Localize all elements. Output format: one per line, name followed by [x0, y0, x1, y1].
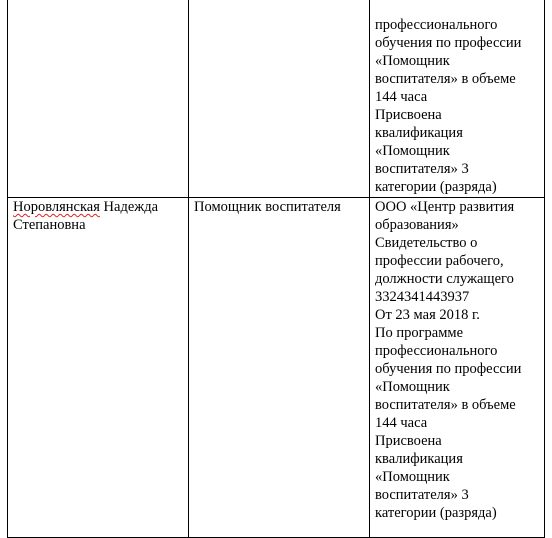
table-row [8, 0, 545, 198]
education-line: ООО «Центр развития [375, 199, 515, 215]
education-line: воспитателя» в объеме [375, 397, 516, 413]
education-line: От 23 мая 2018 г. [375, 307, 480, 323]
position-cell [189, 198, 370, 538]
education-line: Присвоена [375, 433, 442, 449]
education-line: воспитателя» 3 [375, 487, 469, 503]
education-line: профессионального [375, 343, 498, 359]
education-line: квалификация [375, 451, 463, 467]
table-row [8, 198, 545, 538]
education-line: обучения по профессии [375, 35, 522, 51]
education-line: образования» [375, 217, 459, 233]
education-line: Свидетельство о [375, 235, 478, 251]
education-line: воспитателя» 3 [375, 161, 469, 177]
education-line: обучения по профессии [375, 361, 522, 377]
name-text [8, 0, 188, 16]
education-line: категории (разряда) [375, 505, 497, 521]
education-line: профессии рабочего, [375, 253, 504, 269]
education-line: категории (разряда) [375, 179, 497, 195]
education-line: 3324341443937 [375, 289, 470, 305]
education-line: 144 часа [375, 89, 428, 105]
education-line: «Помощник [375, 469, 450, 485]
education-line: «Помощник [375, 379, 450, 395]
name-cell [8, 198, 189, 538]
employee-name [8, 198, 188, 234]
staff-table [7, 0, 545, 538]
education-line: «Помощник [375, 53, 450, 69]
position-text [189, 0, 369, 16]
position-cell [189, 0, 370, 198]
name-cell [8, 0, 189, 198]
education-line: Присвоена [375, 107, 442, 123]
education-lines [370, 0, 544, 196]
education-line: воспитателя» в объеме [375, 71, 516, 87]
position-text: Помощник воспитателя [194, 199, 341, 215]
education-line: «Помощник [375, 143, 450, 159]
education-line: должности служащего [375, 271, 514, 287]
education-cell [370, 0, 545, 198]
education-line: По программе [375, 325, 464, 341]
education-line: квалификация [375, 125, 463, 141]
education-cell [370, 198, 545, 538]
education-line: профессионального [375, 17, 498, 33]
employee-patronymic: Степановна [13, 217, 86, 233]
employee-first-name: Надежда [99, 199, 159, 215]
education-line: 144 часа [375, 415, 428, 431]
education-lines [370, 198, 544, 522]
employee-surname: Норовлянская [13, 199, 100, 215]
